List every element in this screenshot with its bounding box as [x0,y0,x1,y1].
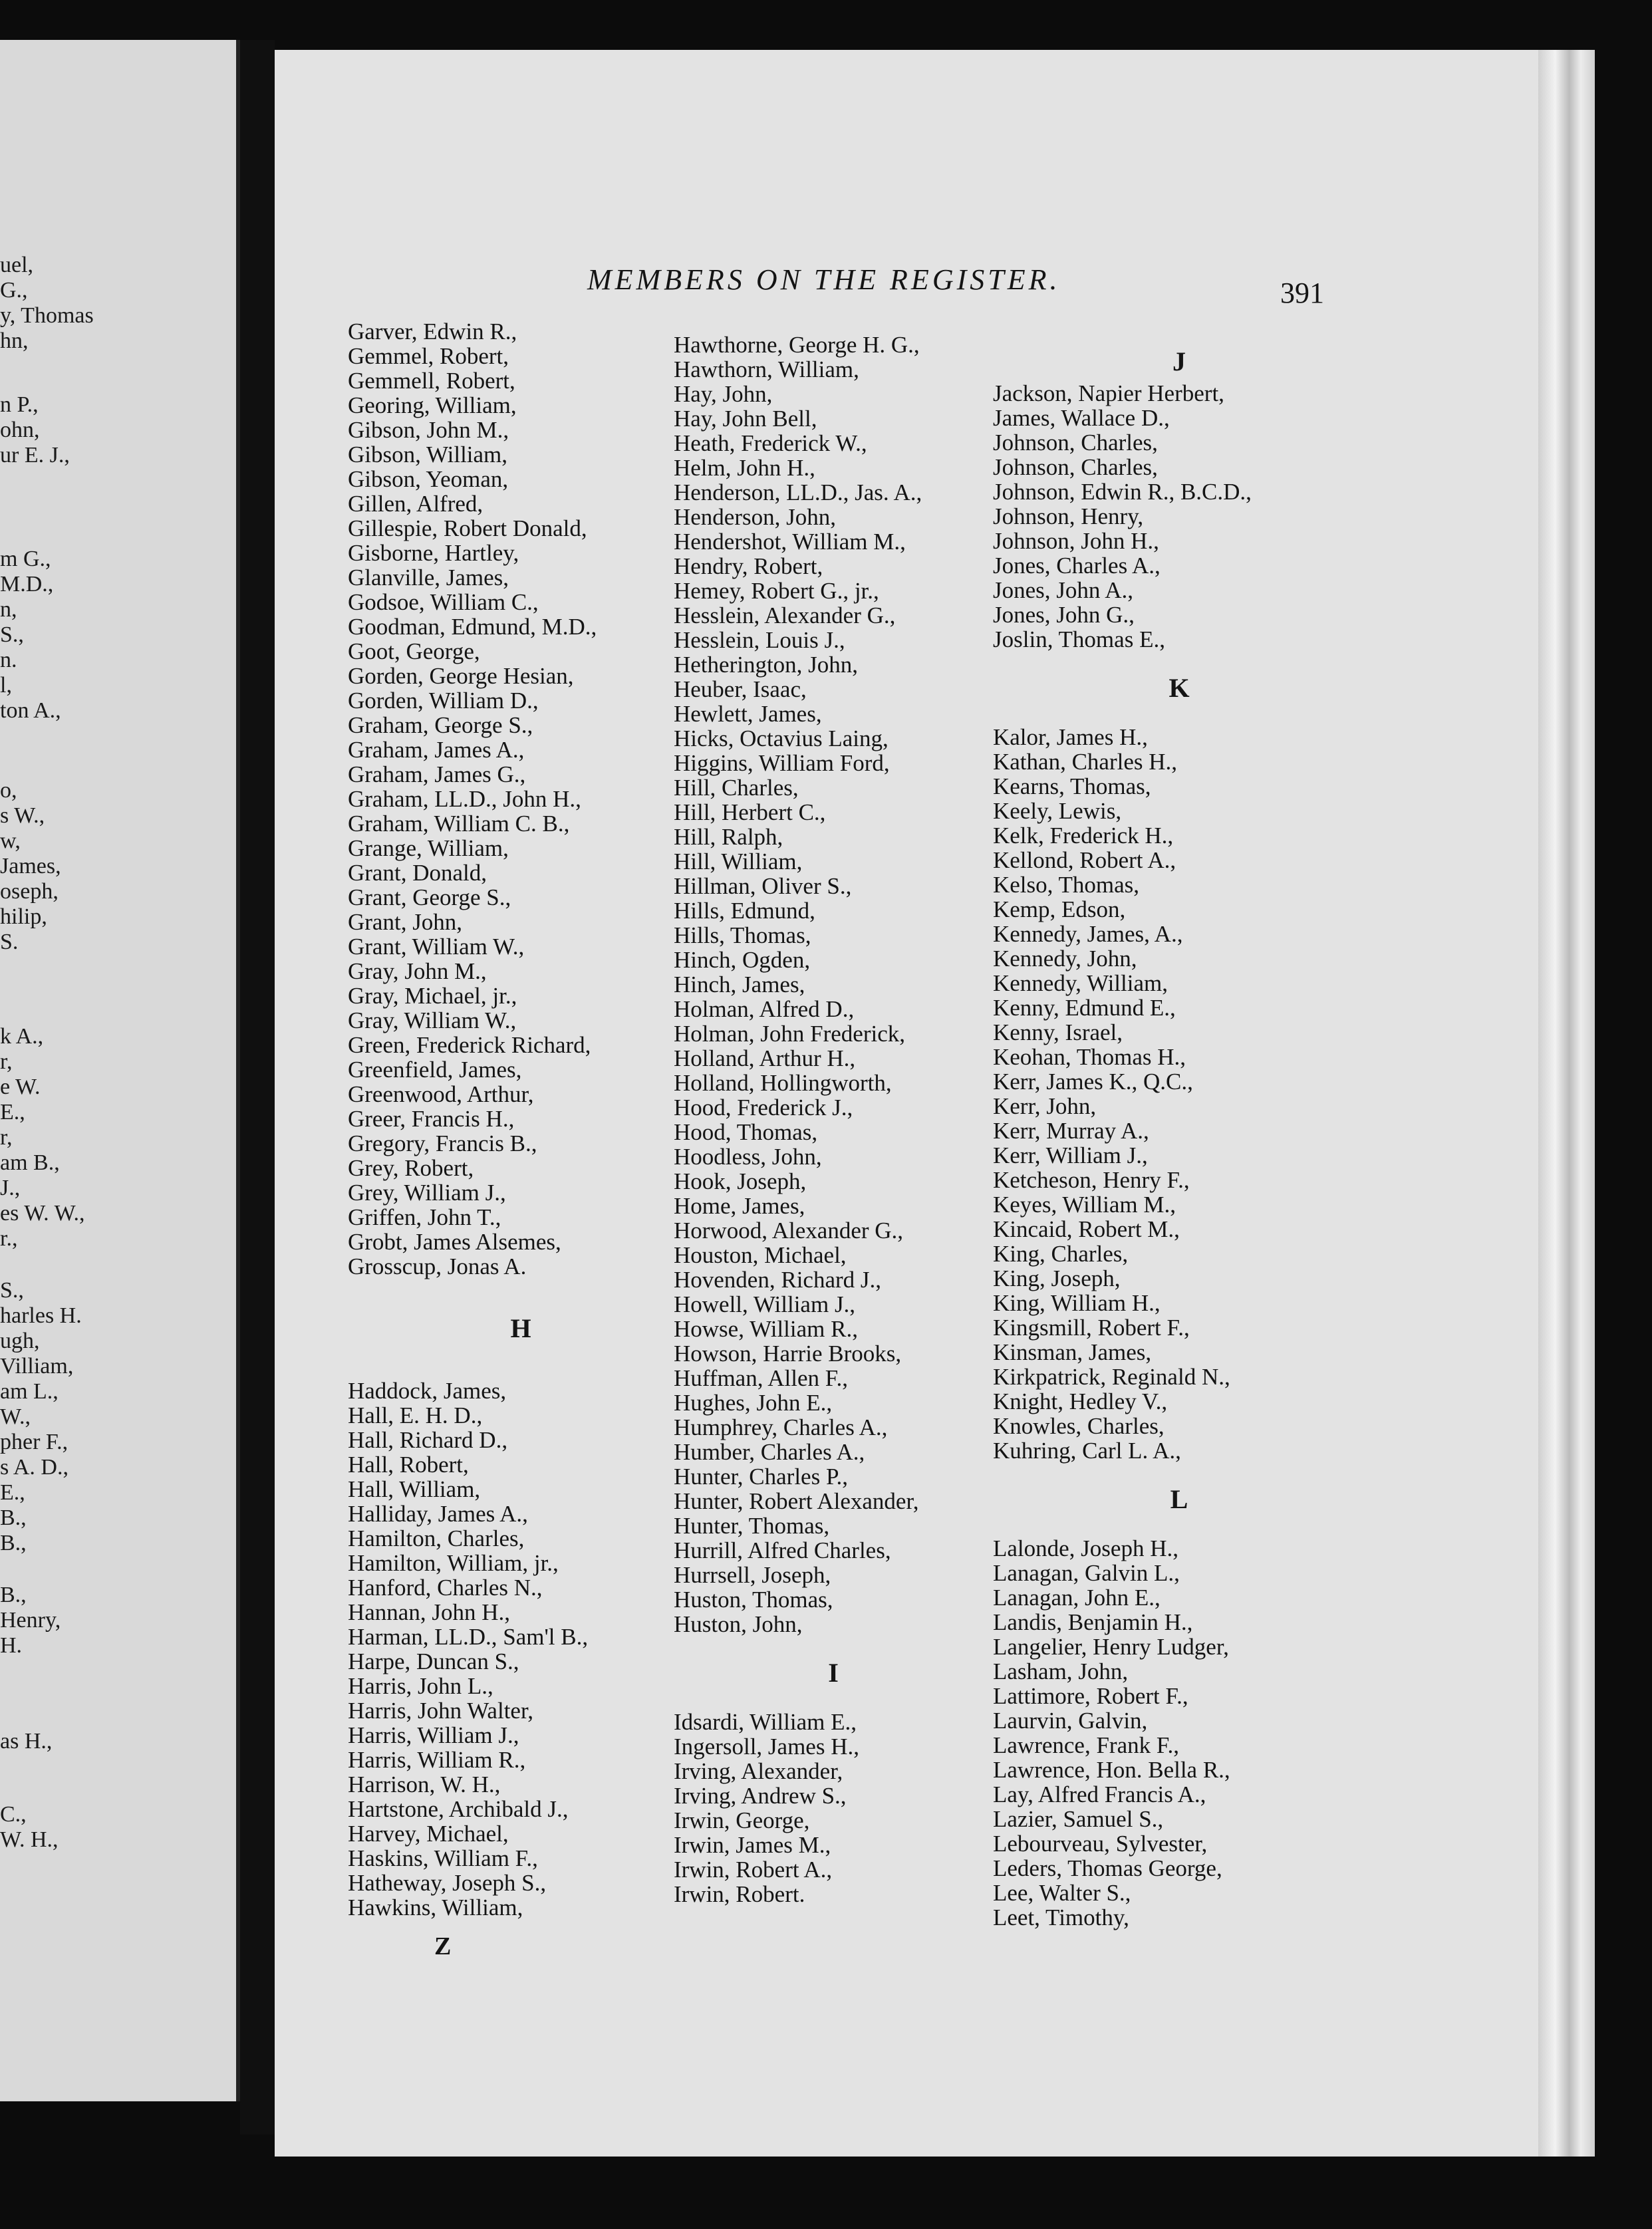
facing-page-text: S., [0,622,24,647]
member-entry: Hicks, Octavius Laing, [674,725,889,751]
member-entry: Kincaid, Robert M., [993,1216,1180,1242]
member-entry: Hemey, Robert G., jr., [674,578,879,604]
member-entry: Hall, E. H. D., [348,1402,483,1428]
member-entry: Kelk, Frederick H., [993,823,1174,849]
member-entry: Hill, Charles, [674,775,799,801]
facing-page-text: n. [0,648,17,672]
member-entry: Hills, Thomas, [674,922,811,948]
facing-page-text: w, [0,829,21,853]
member-entry: Greenwood, Arthur, [348,1081,534,1107]
member-entry: Irving, Alexander, [674,1758,843,1784]
member-entry: Kenny, Israel, [993,1019,1123,1045]
member-entry: Gray, William W., [348,1007,517,1033]
member-entry: Grey, Robert, [348,1155,474,1181]
member-entry: Leders, Thomas George, [993,1855,1222,1881]
member-entry: Jones, John A., [993,577,1133,603]
member-entry: Landis, Benjamin H., [993,1609,1193,1635]
member-entry: Hood, Thomas, [674,1119,818,1145]
member-entry: Hunter, Charles P., [674,1464,849,1490]
member-entry: Kalor, James H., [993,724,1148,750]
facing-page-fragment [0,40,240,2101]
facing-page-text: hn, [0,328,29,353]
member-entry: Hood, Frederick J., [674,1095,853,1120]
facing-page-text: r., [0,1226,18,1251]
column-2 [674,332,993,1906]
facing-page-text: am L., [0,1379,59,1404]
member-entry: Lay, Alfred Francis A., [993,1781,1206,1807]
member-entry: Kerr, James K., Q.C., [993,1069,1193,1095]
member-entry: Goodman, Edmund, M.D., [348,614,597,640]
member-entry: Hinch, James, [674,972,805,997]
member-entry: Knight, Hedley V., [993,1388,1168,1414]
member-entry: Hill, William, [674,849,803,874]
member-entry: Johnson, Charles, [993,430,1158,456]
member-entry: Greer, Francis H., [348,1106,515,1132]
register-page [275,50,1595,2157]
member-entry: Kinsman, James, [993,1339,1152,1365]
column-3 [993,342,1365,1930]
member-entry: Georing, William, [348,392,517,418]
facing-page-text: n P., [0,392,39,417]
member-entry: Kingsmill, Robert F., [993,1315,1190,1341]
member-entry: Grant, George S., [348,884,511,910]
facing-page-text: pher F., [0,1430,69,1454]
facing-page-text: e W. [0,1075,41,1099]
member-entry: Gemmell, Robert, [348,368,515,394]
member-entry: Laurvin, Galvin, [993,1708,1148,1734]
member-entry: Lawrence, Hon. Bella R., [993,1757,1230,1783]
member-entry: Hendershot, William M., [674,529,906,555]
member-entry: Langelier, Henry Ludger, [993,1634,1229,1660]
member-entry: Grange, William, [348,835,509,861]
section-letter-k: K [1169,673,1190,703]
member-entry: Harman, LL.D., Sam'l B., [348,1624,589,1650]
member-entry: Kemp, Edson, [993,896,1126,922]
member-entry: Lattimore, Robert F., [993,1683,1188,1709]
member-entry: Kathan, Charles H., [993,749,1178,775]
member-entry: Graham, LL.D., John H., [348,786,581,812]
member-entry: Lanagan, Galvin L., [993,1560,1180,1586]
member-entry: Green, Frederick Richard, [348,1032,591,1058]
member-entry: Knowles, Charles, [993,1413,1165,1439]
member-entry: Huston, John, [674,1611,803,1637]
member-entry: Horwood, Alexander G., [674,1218,904,1244]
member-entry: Gorden, William D., [348,688,539,714]
member-entry: Henderson, LL.D., Jas. A., [674,479,922,505]
member-entry: Jones, Charles A., [993,553,1161,579]
member-entry: Kearns, Thomas, [993,773,1151,799]
member-entry: Harrison, W. H., [348,1771,501,1797]
member-entry: Greenfield, James, [348,1057,522,1083]
member-entry: Hamilton, Charles, [348,1525,525,1551]
page-stack-edge [1538,50,1595,2157]
member-entry: Lasham, John, [993,1658,1129,1684]
member-entry: Keely, Lewis, [993,798,1122,824]
member-entry: Henderson, John, [674,504,836,530]
member-entry: Kerr, William J., [993,1142,1148,1168]
member-entry: Ketcheson, Henry F., [993,1167,1190,1193]
facing-page-text: l, [0,673,12,698]
member-entry: Gorden, George Hesian, [348,663,574,689]
member-entry: Kenny, Edmund E., [993,995,1176,1021]
member-entry: Graham, George S., [348,712,533,738]
member-entry: Hill, Herbert C., [674,799,826,825]
member-entry: Irwin, George, [674,1807,810,1833]
member-entry: Jones, John G., [993,602,1135,628]
facing-page-text: W. H., [0,1827,59,1852]
member-entry: Godsoe, William C., [348,589,539,615]
member-entry: Gibson, William, [348,442,508,467]
member-entry: Gemmel, Robert, [348,343,509,369]
facing-page-text: B., [0,1583,27,1607]
member-entry: Harris, John Walter, [348,1698,533,1724]
running-title: MEMBERS ON THE REGISTER. [587,263,1061,296]
member-entry: Hughes, John E., [674,1390,833,1416]
member-entry: Hill, Ralph, [674,824,783,850]
facing-page-text: as H., [0,1729,53,1754]
member-entry: Harvey, Michael, [348,1821,509,1847]
facing-page-text: n, [0,597,17,622]
facing-page-text: Henry, [0,1608,61,1633]
member-entry: King, William H., [993,1290,1161,1316]
member-entry: Leet, Timothy, [993,1904,1129,1930]
member-entry: Irwin, James M., [674,1832,831,1858]
facing-page-text: hilip, [0,904,47,929]
member-entry: Gisborne, Hartley, [348,540,519,566]
member-entry: Irving, Andrew S., [674,1783,847,1809]
facing-page-text: ur E. J., [0,443,70,467]
member-entry: Lawrence, Frank F., [993,1732,1180,1758]
member-entry: Kirkpatrick, Reginald N., [993,1364,1230,1390]
facing-page-text: o, [0,778,17,803]
section-letter-i: I [828,1658,839,1688]
member-entry: Irwin, Robert A., [674,1857,833,1883]
member-entry: Hawkins, William, [348,1895,523,1920]
member-entry: Holland, Hollingworth, [674,1070,892,1096]
member-entry: Kennedy, William, [993,970,1168,996]
member-entry: Hall, Robert, [348,1452,469,1478]
member-entry: Grobt, James Alsemes, [348,1229,561,1255]
member-entry: Hamilton, William, jr., [348,1550,559,1576]
member-entry: Higgins, William Ford, [674,750,890,776]
member-entry: Grant, John, [348,909,463,935]
member-entry: Irwin, Robert. [674,1881,805,1907]
facing-page-text: harles H. [0,1303,82,1328]
section-letter-j: J [1172,346,1186,376]
section-letter-h: H [510,1313,531,1343]
member-entry: Hawthorne, George H. G., [674,332,920,358]
member-entry: Hesslein, Louis J., [674,627,845,653]
member-entry: Howell, William J., [674,1291,856,1317]
facing-page-text: B., [0,1531,27,1555]
member-entry: Kuhring, Carl L. A., [993,1438,1181,1464]
member-entry: Lalonde, Joseph H., [993,1535,1178,1561]
member-entry: Keohan, Thomas H., [993,1044,1186,1070]
member-entry: Joslin, Thomas E., [993,626,1165,652]
member-entry: Johnson, Charles, [993,454,1158,480]
member-entry: Ingersoll, James H., [674,1734,859,1760]
facing-page-text: s A. D., [0,1455,69,1480]
member-entry: Johnson, Edwin R., B.C.D., [993,479,1252,505]
member-entry: Johnson, Henry, [993,503,1144,529]
facing-page-text: r, [0,1125,13,1150]
facing-page-text: oseph, [0,879,59,904]
column-1 [348,319,694,1920]
facing-page-text: J., [0,1176,21,1200]
member-entry: Grosscup, Jonas A. [348,1253,527,1279]
member-entry: Holland, Arthur H., [674,1045,856,1071]
member-entry: Hoodless, John, [674,1144,822,1170]
member-entry: Garver, Edwin R., [348,319,517,344]
facing-page-text: B., [0,1506,27,1530]
facing-page-text: E., [0,1100,25,1124]
member-entry: Jackson, Napier Herbert, [993,380,1224,406]
member-entry: Harpe, Duncan S., [348,1648,519,1674]
member-entry: Home, James, [674,1193,805,1219]
member-entry: King, Joseph, [993,1265,1121,1291]
page-number: 391 [1280,277,1324,309]
member-entry: Haddock, James, [348,1378,507,1404]
facing-page-text: H. [0,1633,23,1658]
member-entry: Harris, John L., [348,1673,493,1699]
member-entry: Gray, Michael, jr., [348,983,517,1009]
member-entry: King, Charles, [993,1241,1129,1267]
member-entry: James, Wallace D., [993,405,1170,431]
member-entry: Hinch, Ogden, [674,947,811,973]
member-entry: Gillen, Alfred, [348,491,483,517]
member-entry: Huston, Thomas, [674,1587,833,1613]
member-entry: Hendry, Robert, [674,553,823,579]
facing-page-text: es W. W., [0,1201,85,1226]
member-entry: Hawthorn, William, [674,356,859,382]
member-entry: Lanagan, John E., [993,1585,1161,1611]
member-entry: Graham, William C. B., [348,811,570,837]
facing-page-text: W., [0,1404,31,1429]
facing-page-text: uel, [0,253,34,277]
facing-page-text: r, [0,1049,13,1074]
member-entry: Kerr, John, [993,1093,1097,1119]
facing-page-text: M.D., [0,572,54,596]
stray-letter: Z [434,1932,452,1960]
member-entry: Holman, John Frederick, [674,1021,905,1047]
member-entry: Keyes, William M., [993,1192,1176,1218]
member-entry: Gray, John M., [348,958,487,984]
book-gutter [240,40,275,2135]
member-entry: Kerr, Murray A., [993,1118,1149,1144]
member-entry: Kennedy, John, [993,946,1137,972]
member-entry: Hannan, John H., [348,1599,510,1625]
member-entry: Kennedy, James, A., [993,921,1183,947]
member-entry: Graham, James G., [348,761,526,787]
member-entry: Hunter, Robert Alexander, [674,1488,919,1514]
member-entry: Gillespie, Robert Donald, [348,515,587,541]
member-entry: Hatheway, Joseph S., [348,1870,547,1896]
member-entry: Hay, John, [674,381,773,407]
member-entry: Grey, William J., [348,1180,506,1206]
member-entry: Helm, John H., [674,455,815,481]
facing-page-text: C., [0,1802,27,1827]
member-entry: Hills, Edmund, [674,898,815,924]
member-entry: Hanford, Charles N., [348,1575,543,1601]
member-entry: Glanville, James, [348,565,509,590]
member-entry: Kellond, Robert A., [993,847,1176,873]
member-entry: Hunter, Thomas, [674,1513,830,1539]
member-entry: Grant, William W., [348,934,525,960]
member-entry: Holman, Alfred D., [674,996,855,1022]
member-entry: Gregory, Francis B., [348,1130,537,1156]
member-entry: Lebourveau, Sylvester, [993,1831,1208,1857]
member-entry: Hurrsell, Joseph, [674,1562,831,1588]
facing-page-text: s W., [0,803,45,828]
facing-page-text: E., [0,1480,25,1505]
member-entry: Halliday, James A., [348,1501,528,1527]
section-letter-l: L [1170,1484,1188,1514]
member-entry: Hetherington, John, [674,652,859,678]
member-entry: Hesslein, Alexander G., [674,602,896,628]
member-entry: Humber, Charles A., [674,1439,865,1465]
member-entry: Gibson, Yeoman, [348,466,509,492]
facing-page-text: S., [0,1278,24,1303]
member-entry: Lazier, Samuel S., [993,1806,1164,1832]
facing-page-text: Villiam, [0,1354,74,1378]
facing-page-text: k A., [0,1024,44,1049]
member-entry: Heath, Frederick W., [674,430,867,456]
member-entry: Hall, William, [348,1476,481,1502]
member-entry: Houston, Michael, [674,1242,847,1268]
member-entry: Hay, John Bell, [674,406,817,432]
member-entry: Idsardi, William E., [674,1709,857,1735]
member-entry: Hillman, Oliver S., [674,873,852,899]
member-entry: Harris, William R., [348,1747,526,1773]
facing-page-text: am B., [0,1150,60,1175]
member-entry: Hurrill, Alfred Charles, [674,1537,891,1563]
facing-page-text: ugh, [0,1329,40,1353]
member-entry: Harris, William J., [348,1722,519,1748]
facing-page-text: G., [0,278,28,303]
facing-page-text: ohn, [0,418,40,442]
member-entry: Gibson, John M., [348,417,509,443]
member-entry: Hovenden, Richard J., [674,1267,882,1293]
member-entry: Huffman, Allen F., [674,1365,848,1391]
member-entry: Hook, Joseph, [674,1168,807,1194]
member-entry: Hall, Richard D., [348,1427,508,1453]
member-entry: Graham, James A., [348,737,525,763]
facing-page-text: m G., [0,547,51,571]
facing-page-text: S. [0,930,19,954]
member-entry: Lee, Walter S., [993,1880,1131,1906]
facing-page-text: ton A., [0,698,61,723]
member-entry: Howse, William R., [674,1316,858,1342]
member-entry: Johnson, John H., [993,528,1159,554]
member-entry: Hartstone, Archibald J., [348,1796,569,1822]
member-entry: Kelso, Thomas, [993,872,1140,898]
member-entry: Haskins, William F., [348,1845,538,1871]
facing-page-text: James, [0,854,61,878]
member-entry: Grant, Donald, [348,860,487,886]
member-entry: Humphrey, Charles A., [674,1414,888,1440]
facing-page-text: y, Thomas [0,303,94,328]
member-entry: Heuber, Isaac, [674,676,807,702]
member-entry: Griffen, John T., [348,1204,501,1230]
member-entry: Hewlett, James, [674,701,822,727]
member-entry: Howson, Harrie Brooks, [674,1341,902,1367]
member-entry: Goot, George, [348,638,480,664]
